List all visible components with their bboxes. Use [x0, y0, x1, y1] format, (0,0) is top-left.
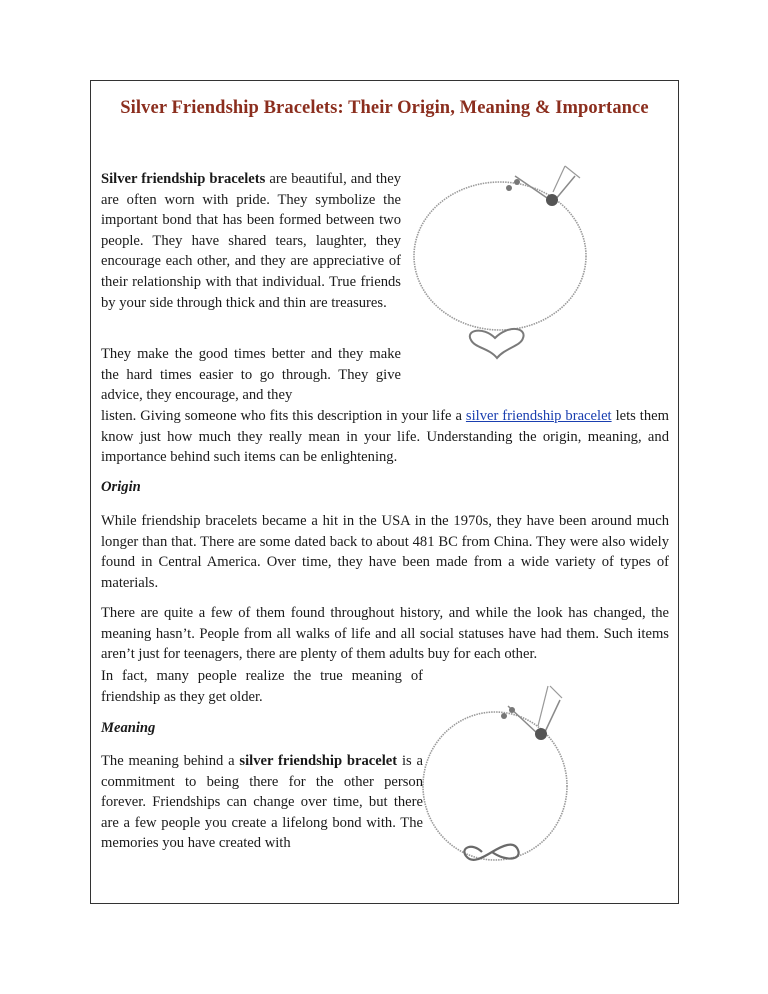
meaning-heading: Meaning [101, 720, 156, 736]
para2-text-before-link: listen. Giving someone who fits this description in your life a [101, 408, 466, 424]
heart-bracelet-graphic [405, 148, 670, 368]
intro-text: are beautiful, and they are often worn with pride. They symbolize the important bond that has been formed between two people. They have shared tears, laughter, they encourage each other, and they are appreciative of their relationship with that individual. True friends by your side through thick and thin are treasures. [101, 171, 402, 311]
meaning-bold: silver friendship bracelet [239, 753, 398, 769]
meaning-lead: The meaning behind a [101, 753, 240, 769]
page-title: Silver Friendship Bracelets: Their Origin, Meaning & Importance [120, 98, 649, 118]
meaning-paragraph [101, 751, 423, 854]
origin-paragraph-1: While friendship bracelets became a hit in the USA in the 1970s, they have been around much longer than that. There are some dated back to about 481 BC from China. They were also widely found in Central America. Over time, they have been made from a wide variety of types of materials. [101, 513, 669, 591]
infinity-bracelet-image [420, 676, 670, 898]
para2-text-after-link: lets them know just how much they really mean in your life. Understanding the origin, meaning, and importance behind such items can be enlightening. [101, 408, 669, 466]
origin-paragraph-2-narrow: In fact, many people realize the true meaning of friendship as they get older. [101, 668, 423, 705]
para2-narrow: They make the good times better and they make the hard times easier to go through. They give advice, they encourage, and they [101, 346, 401, 404]
origin-paragraph-2-wide: There are quite a few of them found throughout history, and while the look has changed, the meaning hasn’t. People from all walks of life and all social statuses have had them. Such items aren’t just for teenagers, there are plenty of them adults buy for each other. [101, 605, 669, 663]
meaning-text: is a commitment to being there for the other person forever. Friendships can change over time, but there are a few people you create a lifelong bond with. The memories you have created with [101, 753, 424, 852]
intro-paragraph [101, 169, 401, 313]
heart-bracelet-image [405, 148, 670, 368]
silver-friendship-bracelet-link[interactable]: silver friendship bracelet [465, 408, 612, 424]
infinity-bracelet-graphic [420, 676, 670, 898]
para2-wide [101, 406, 669, 468]
intro-bold-lead: Silver friendship bracelets [101, 171, 266, 187]
origin-heading: Origin [101, 479, 141, 495]
